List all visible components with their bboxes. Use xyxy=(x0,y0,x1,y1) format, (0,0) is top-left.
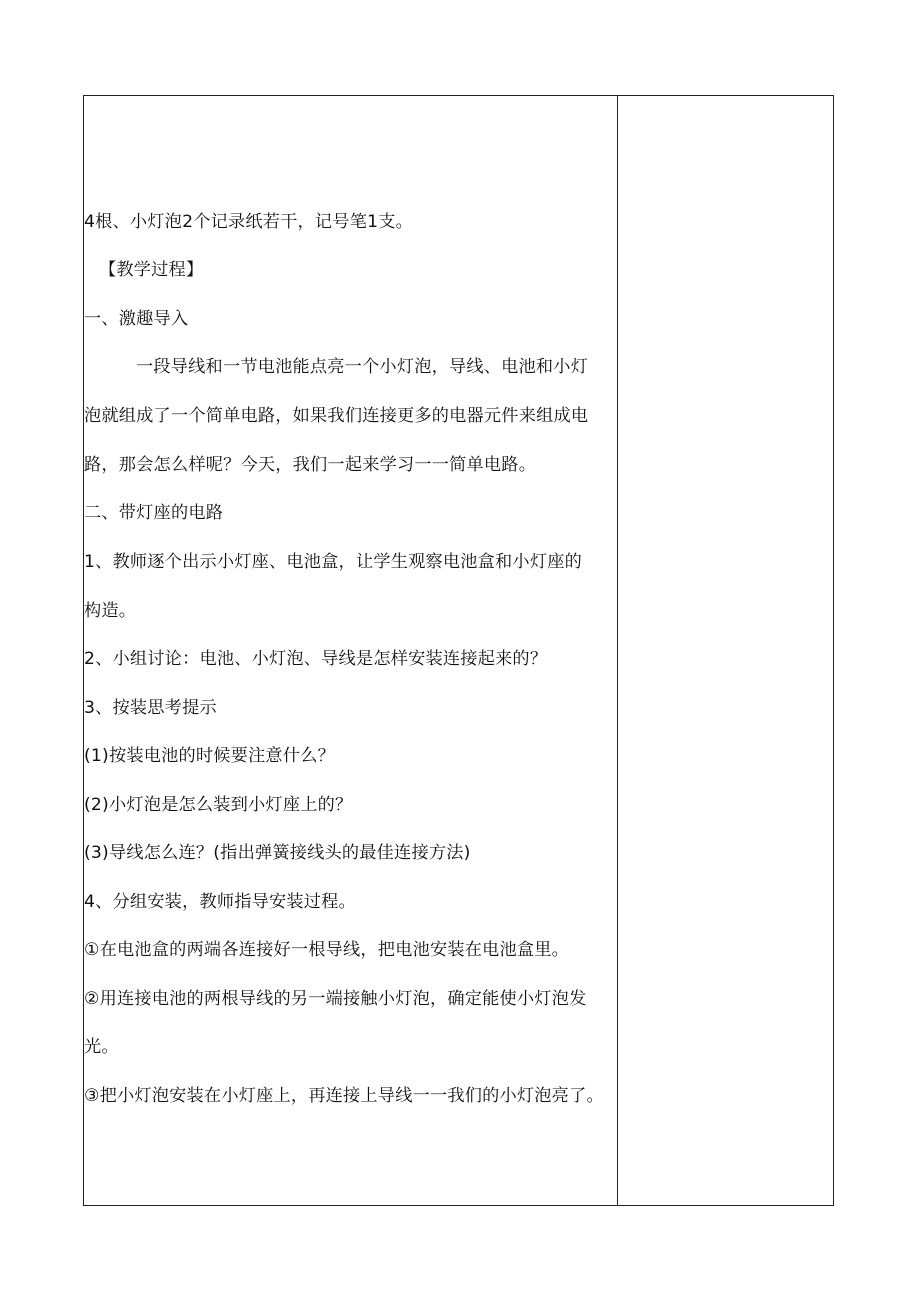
section-heading-intro: 一、激趣导入 xyxy=(84,309,189,329)
sub-item: (1)按装电池的时候要注意什么？ xyxy=(84,746,335,766)
paragraph-line: 路，那会怎么样呢？今天，我们一起来学习一一简单电路。 xyxy=(84,455,537,475)
lesson-table xyxy=(83,95,834,1206)
section-heading-circuit: 二、带灯座的电路 xyxy=(84,503,224,523)
step-item: ①在电池盒的两端各连接好一根导线，把电池安装在电池盒里。 xyxy=(84,940,570,960)
list-item: 4、分组安装，教师指导安装过程。 xyxy=(84,892,356,912)
list-item: 3、按装思考提示 xyxy=(84,698,217,718)
step-item-continuation: 光。 xyxy=(84,1037,119,1057)
list-item: 2、小组讨论：电池、小灯泡、导线是怎样安装连接起来的？ xyxy=(84,649,548,669)
list-item-continuation: 构造。 xyxy=(84,601,137,621)
sub-item: (3)导线怎么连？(指出弹簧接线头的最佳连接方法) xyxy=(84,843,471,863)
materials-line: 4根、小灯泡2个记录纸若干，记号笔1支。 xyxy=(84,212,413,232)
section-heading-teaching-process: 【教学过程】 xyxy=(99,260,204,280)
paragraph-line: 一段导线和一节电池能点亮一个小灯泡，导线、电池和小灯 xyxy=(136,357,589,377)
step-item: ②用连接电池的两根导线的另一端接触小灯泡，确定能使小灯泡发 xyxy=(84,989,587,1009)
sub-item: (2)小灯泡是怎么装到小灯座上的？ xyxy=(84,795,353,815)
paragraph-line: 泡就组成了一个简单电路，如果我们连接更多的电器元件来组成电 xyxy=(84,406,589,426)
step-item: ③把小灯泡安装在小灯座上，再连接上导线一一我们的小灯泡亮了。 xyxy=(84,1086,604,1106)
list-item: 1、教师逐个出示小灯座、电池盒，让学生观察电池盒和小灯座的 xyxy=(84,552,582,572)
